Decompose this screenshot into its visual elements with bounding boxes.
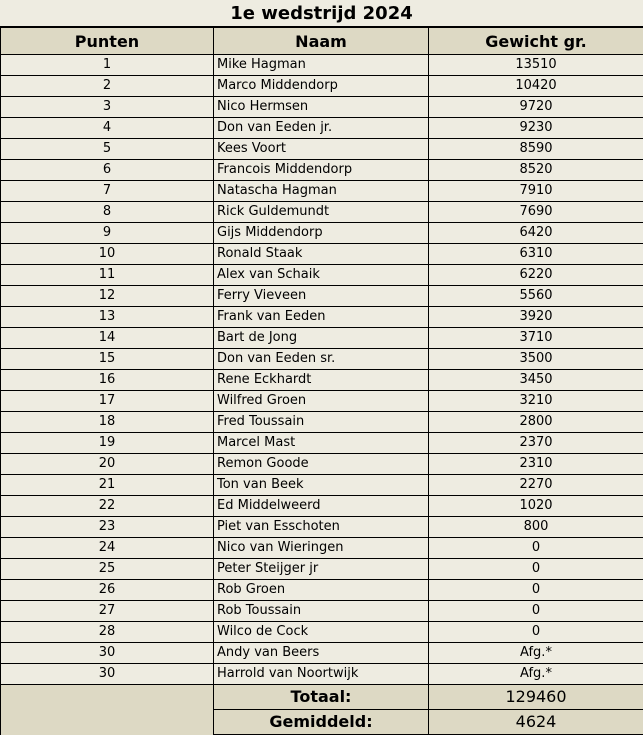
table-row — [1, 286, 643, 307]
cell-naam: Piet van Esschoten — [214, 517, 429, 538]
cell-naam: Rob Toussain — [214, 601, 429, 622]
cell-punten: 27 — [1, 601, 214, 622]
cell-naam: Rob Groen — [214, 580, 429, 601]
cell-naam: Gijs Middendorp — [214, 223, 429, 244]
table-row — [1, 391, 643, 412]
cell-gewicht: 10420 — [429, 76, 643, 97]
table-row — [1, 475, 643, 496]
cell-gewicht: 0 — [429, 622, 643, 643]
header-row — [1, 28, 643, 55]
cell-gewicht: 8590 — [429, 139, 643, 160]
table-row — [1, 202, 643, 223]
table-row — [1, 664, 643, 685]
cell-naam: Nico van Wieringen — [214, 538, 429, 559]
table-row — [1, 349, 643, 370]
table-row — [1, 643, 643, 664]
cell-gewicht: 3710 — [429, 328, 643, 349]
table-row — [1, 265, 643, 286]
cell-gewicht: 9720 — [429, 97, 643, 118]
header-punten: Punten — [1, 28, 214, 55]
cell-punten: 18 — [1, 412, 214, 433]
results-body — [1, 55, 643, 685]
cell-punten: 12 — [1, 286, 214, 307]
cell-punten: 8 — [1, 202, 214, 223]
cell-punten: 11 — [1, 265, 214, 286]
cell-naam: Don van Eeden sr. — [214, 349, 429, 370]
table-row — [1, 454, 643, 475]
cell-naam: Francois Middendorp — [214, 160, 429, 181]
cell-gewicht: 2800 — [429, 412, 643, 433]
cell-punten: 17 — [1, 391, 214, 412]
cell-naam: Don van Eeden jr. — [214, 118, 429, 139]
cell-gewicht: 3920 — [429, 307, 643, 328]
table-row — [1, 76, 643, 97]
gemiddeld-row — [1, 710, 643, 735]
cell-punten: 4 — [1, 118, 214, 139]
gemiddeld-value: 4624 — [429, 710, 643, 735]
cell-gewicht: Afg.* — [429, 643, 643, 664]
cell-gewicht: 1020 — [429, 496, 643, 517]
cell-punten: 7 — [1, 181, 214, 202]
cell-naam: Harrold van Noortwijk — [214, 664, 429, 685]
cell-gewicht: 6310 — [429, 244, 643, 265]
cell-gewicht: 2270 — [429, 475, 643, 496]
table-row — [1, 496, 643, 517]
cell-punten: 24 — [1, 538, 214, 559]
cell-punten: 9 — [1, 223, 214, 244]
table-row — [1, 55, 643, 76]
table-row — [1, 328, 643, 349]
table-row — [1, 433, 643, 454]
table-row — [1, 97, 643, 118]
cell-naam: Rene Eckhardt — [214, 370, 429, 391]
table-row — [1, 160, 643, 181]
cell-naam: Marcel Mast — [214, 433, 429, 454]
totaal-row — [1, 685, 643, 710]
table-row — [1, 118, 643, 139]
cell-gewicht: 0 — [429, 538, 643, 559]
totaal-label: Totaal: — [214, 685, 429, 710]
table-row — [1, 307, 643, 328]
cell-gewicht: 7910 — [429, 181, 643, 202]
cell-gewicht: 6220 — [429, 265, 643, 286]
footer-spacer — [1, 710, 214, 735]
cell-naam: Kees Voort — [214, 139, 429, 160]
cell-naam: Marco Middendorp — [214, 76, 429, 97]
cell-naam: Rick Guldemundt — [214, 202, 429, 223]
table-row — [1, 370, 643, 391]
cell-punten: 21 — [1, 475, 214, 496]
cell-punten: 6 — [1, 160, 214, 181]
cell-gewicht: 3210 — [429, 391, 643, 412]
table-row — [1, 538, 643, 559]
table-row — [1, 181, 643, 202]
cell-punten: 22 — [1, 496, 214, 517]
cell-naam: Ed Middelweerd — [214, 496, 429, 517]
cell-naam: Frank van Eeden — [214, 307, 429, 328]
cell-punten: 2 — [1, 76, 214, 97]
cell-naam: Peter Steijger jr — [214, 559, 429, 580]
cell-naam: Wilfred Groen — [214, 391, 429, 412]
cell-punten: 19 — [1, 433, 214, 454]
cell-punten: 14 — [1, 328, 214, 349]
cell-gewicht: 800 — [429, 517, 643, 538]
cell-gewicht: 9230 — [429, 118, 643, 139]
cell-punten: 30 — [1, 664, 214, 685]
gemiddeld-label: Gemiddeld: — [214, 710, 429, 735]
cell-gewicht: 6420 — [429, 223, 643, 244]
header-gewicht: Gewicht gr. — [429, 28, 643, 55]
footer-spacer — [1, 685, 214, 710]
cell-naam: Remon Goode — [214, 454, 429, 475]
cell-naam: Wilco de Cock — [214, 622, 429, 643]
cell-punten: 10 — [1, 244, 214, 265]
cell-naam: Fred Toussain — [214, 412, 429, 433]
header-naam: Naam — [214, 28, 429, 55]
cell-gewicht: 2370 — [429, 433, 643, 454]
cell-naam: Ronald Staak — [214, 244, 429, 265]
cell-punten: 23 — [1, 517, 214, 538]
table-row — [1, 601, 643, 622]
cell-punten: 16 — [1, 370, 214, 391]
cell-naam: Bart de Jong — [214, 328, 429, 349]
cell-gewicht: 0 — [429, 559, 643, 580]
cell-naam: Ton van Beek — [214, 475, 429, 496]
table-row — [1, 223, 643, 244]
cell-punten: 26 — [1, 580, 214, 601]
cell-punten: 13 — [1, 307, 214, 328]
cell-naam: Andy van Beers — [214, 643, 429, 664]
cell-naam: Nico Hermsen — [214, 97, 429, 118]
table-row — [1, 244, 643, 265]
results-table — [0, 27, 643, 735]
table-row — [1, 412, 643, 433]
cell-gewicht: Afg.* — [429, 664, 643, 685]
cell-punten: 15 — [1, 349, 214, 370]
table-row — [1, 622, 643, 643]
cell-naam: Natascha Hagman — [214, 181, 429, 202]
cell-gewicht: 5560 — [429, 286, 643, 307]
cell-punten: 28 — [1, 622, 214, 643]
cell-naam: Alex van Schaik — [214, 265, 429, 286]
table-row — [1, 559, 643, 580]
table-row — [1, 517, 643, 538]
cell-gewicht: 0 — [429, 580, 643, 601]
cell-gewicht: 2310 — [429, 454, 643, 475]
cell-naam: Ferry Vieveen — [214, 286, 429, 307]
totaal-value: 129460 — [429, 685, 643, 710]
cell-gewicht: 8520 — [429, 160, 643, 181]
cell-naam: Mike Hagman — [214, 55, 429, 76]
cell-gewicht: 3450 — [429, 370, 643, 391]
cell-punten: 1 — [1, 55, 214, 76]
cell-punten: 20 — [1, 454, 214, 475]
cell-punten: 30 — [1, 643, 214, 664]
cell-gewicht: 13510 — [429, 55, 643, 76]
table-row — [1, 580, 643, 601]
cell-punten: 25 — [1, 559, 214, 580]
sheet-title: 1e wedstrijd 2024 — [0, 0, 643, 27]
cell-punten: 5 — [1, 139, 214, 160]
cell-gewicht: 0 — [429, 601, 643, 622]
table-row — [1, 139, 643, 160]
cell-punten: 3 — [1, 97, 214, 118]
cell-gewicht: 3500 — [429, 349, 643, 370]
cell-gewicht: 7690 — [429, 202, 643, 223]
